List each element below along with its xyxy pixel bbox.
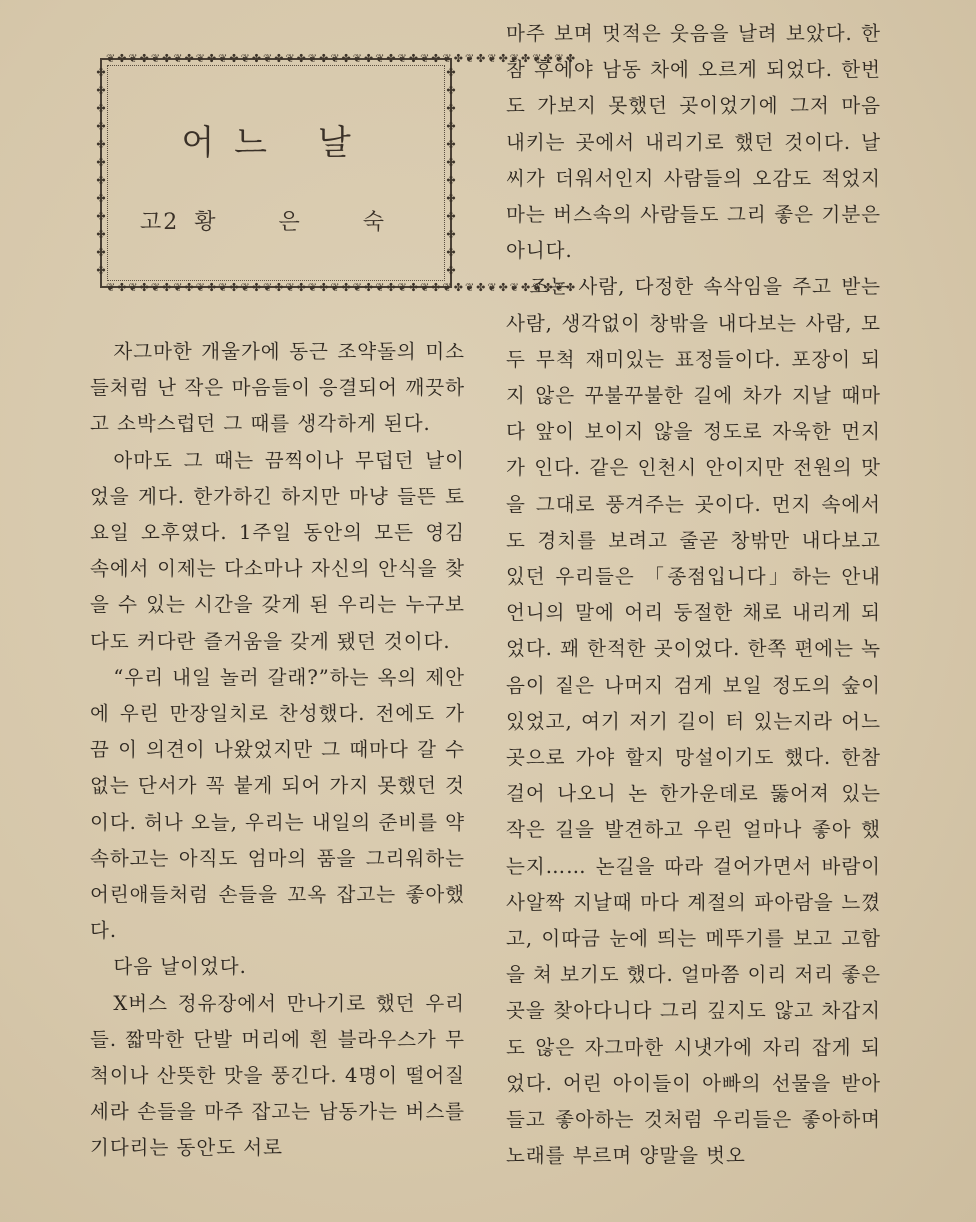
floral-border-icon: ✤ ✤ ✤ ✤ ✤ ✤ ✤ ✤ ✤ ✤ ✤ ✤ [446, 66, 456, 277]
title-frame [96, 52, 578, 294]
author-name: 황 은 숙 [194, 210, 412, 235]
paragraph: “우리 내일 놀러 갈래?”하는 옥의 제안에 우린 만장일치로 찬성했다. 전에도 가끔 이 의견이 나왔었지만 그 때마다 갈 수 없는 단서가 꼭 붙게 되어 가지 못했던 것이다. 허나 오늘, 우리는 내일의 준비를 약속하고는 아직도 엄마의 품을 그리워하는 어린애들처럼 손들을 꼬옥 잡고는 좋아했다. [90, 665, 465, 943]
author-grade: 고2 [140, 210, 180, 235]
paragraph: 조는 사람, 다정한 속삭임을 주고 받는 사람, 생각없이 창밖을 내다보는 사람, 모두 무척 재미있는 표정들이다. 포장이 되지 않은 꾸불꾸불한 길에 차가 지날 때마다 앞이 보이지 않을 정도로 자욱한 먼지가 인다. 같은 인천시 안이지만 전원의 맛을 그대로 풍겨주는 곳이다. 먼지 속에서도 경치를 보려고 줄곧 창밖만 내다보고 있던 우리들은 「종점입니다」하는 안내 언니의 말에 어리 둥절한 채로 내리게 되었다. 꽤 한적한 곳이었다. 한쪽 편에는 녹음이 짙은 나머지 검게 보일 정도의 숲이 있었고, 여기 저기 길이 터 있는지라 어느 곳으로 가야 할지 망설이기도 했다. 한참 걸어 나오니 논 한가운데로 뚫어져 있는 작은 길을 발견하고 우린 얼마나 좋아 했는지…… 논길을 따라 걸어가면서 바람이 사알짝 지날때 마다 계절의 파아람을 느꼈고, 이따금 눈에 띄는 메뚜기를 보고 고함을 쳐 보기도 했다. 얼마쯤 이리 저리 좋은 곳을 찾아다니다 그리 깊지도 않고 차갑지도 않은 자그마한 시냇가에 자리 잡게 되었다. 어린 아이들이 아빠의 선물을 받아 들고 좋아하는 것처럼 우리들은 좋아하며 노래를 부르며 양말을 벗오 [506, 275, 881, 1168]
article-column-left [90, 334, 465, 1167]
article-title: 어느 날 [181, 123, 371, 163]
floral-border-icon: ✤ ✤ ✤ ✤ ✤ ✤ ✤ ✤ ✤ ✤ ✤ ✤ [96, 66, 106, 277]
floral-border-icon: ❦✤❦✤❦✤❦✤❦✤❦✤❦✤❦✤❦✤❦✤❦✤❦✤❦✤❦✤❦✤❦✤❦✤❦✤❦✤❦✤❦✤ [106, 281, 578, 294]
paragraph: 마주 보며 멋적은 웃음을 날려 보았다. 한참 후에야 남동 차에 오르게 되었다. 한번도 가보지 못했던 곳이었기에 그저 마음 내키는 곳에서 내리기로 했던 것이다. 날씨가 더워서인지 사람들의 오감도 적었지마는 버스속의 사람들도 그리 좋은 기분은 아니다. [506, 22, 881, 263]
paragraph: X버스 정유장에서 만나기로 했던 우리들. 짧막한 단발 머리에 흰 블라우스가 무척이나 산뜻한 맛을 풍긴다. 4명이 떨어질세라 손들을 마주 잡고는 남동가는 버스를 기다리는 동안도 서로 [90, 991, 465, 1160]
paragraph: 자그마한 개울가에 동근 조약돌의 미소들처럼 난 작은 마음들이 응결되어 깨끗하고 소박스럽던 그 때를 생각하게 된다. [90, 340, 465, 436]
article-column-right [506, 16, 881, 1175]
paragraph: 아마도 그 때는 끔찍이나 무덥던 날이었을 게다. 한가하긴 하지만 마냥 들뜬 토요일 오후였다. 1주일 동안의 모든 영김 속에서 이제는 다소마나 자신의 안식을 찾을 수 있는 시간을 갖게 된 우리는 누구보다도 커다란 즐거움을 갖게 됐던 것이다. [90, 448, 465, 653]
floral-border-icon: ❦✤❦✤❦✤❦✤❦✤❦✤❦✤❦✤❦✤❦✤❦✤❦✤❦✤❦✤❦✤❦✤❦✤❦✤❦✤❦✤❦✤ [106, 52, 578, 65]
paragraph: 다음 날이었다. [113, 955, 247, 979]
byline [102, 205, 450, 236]
